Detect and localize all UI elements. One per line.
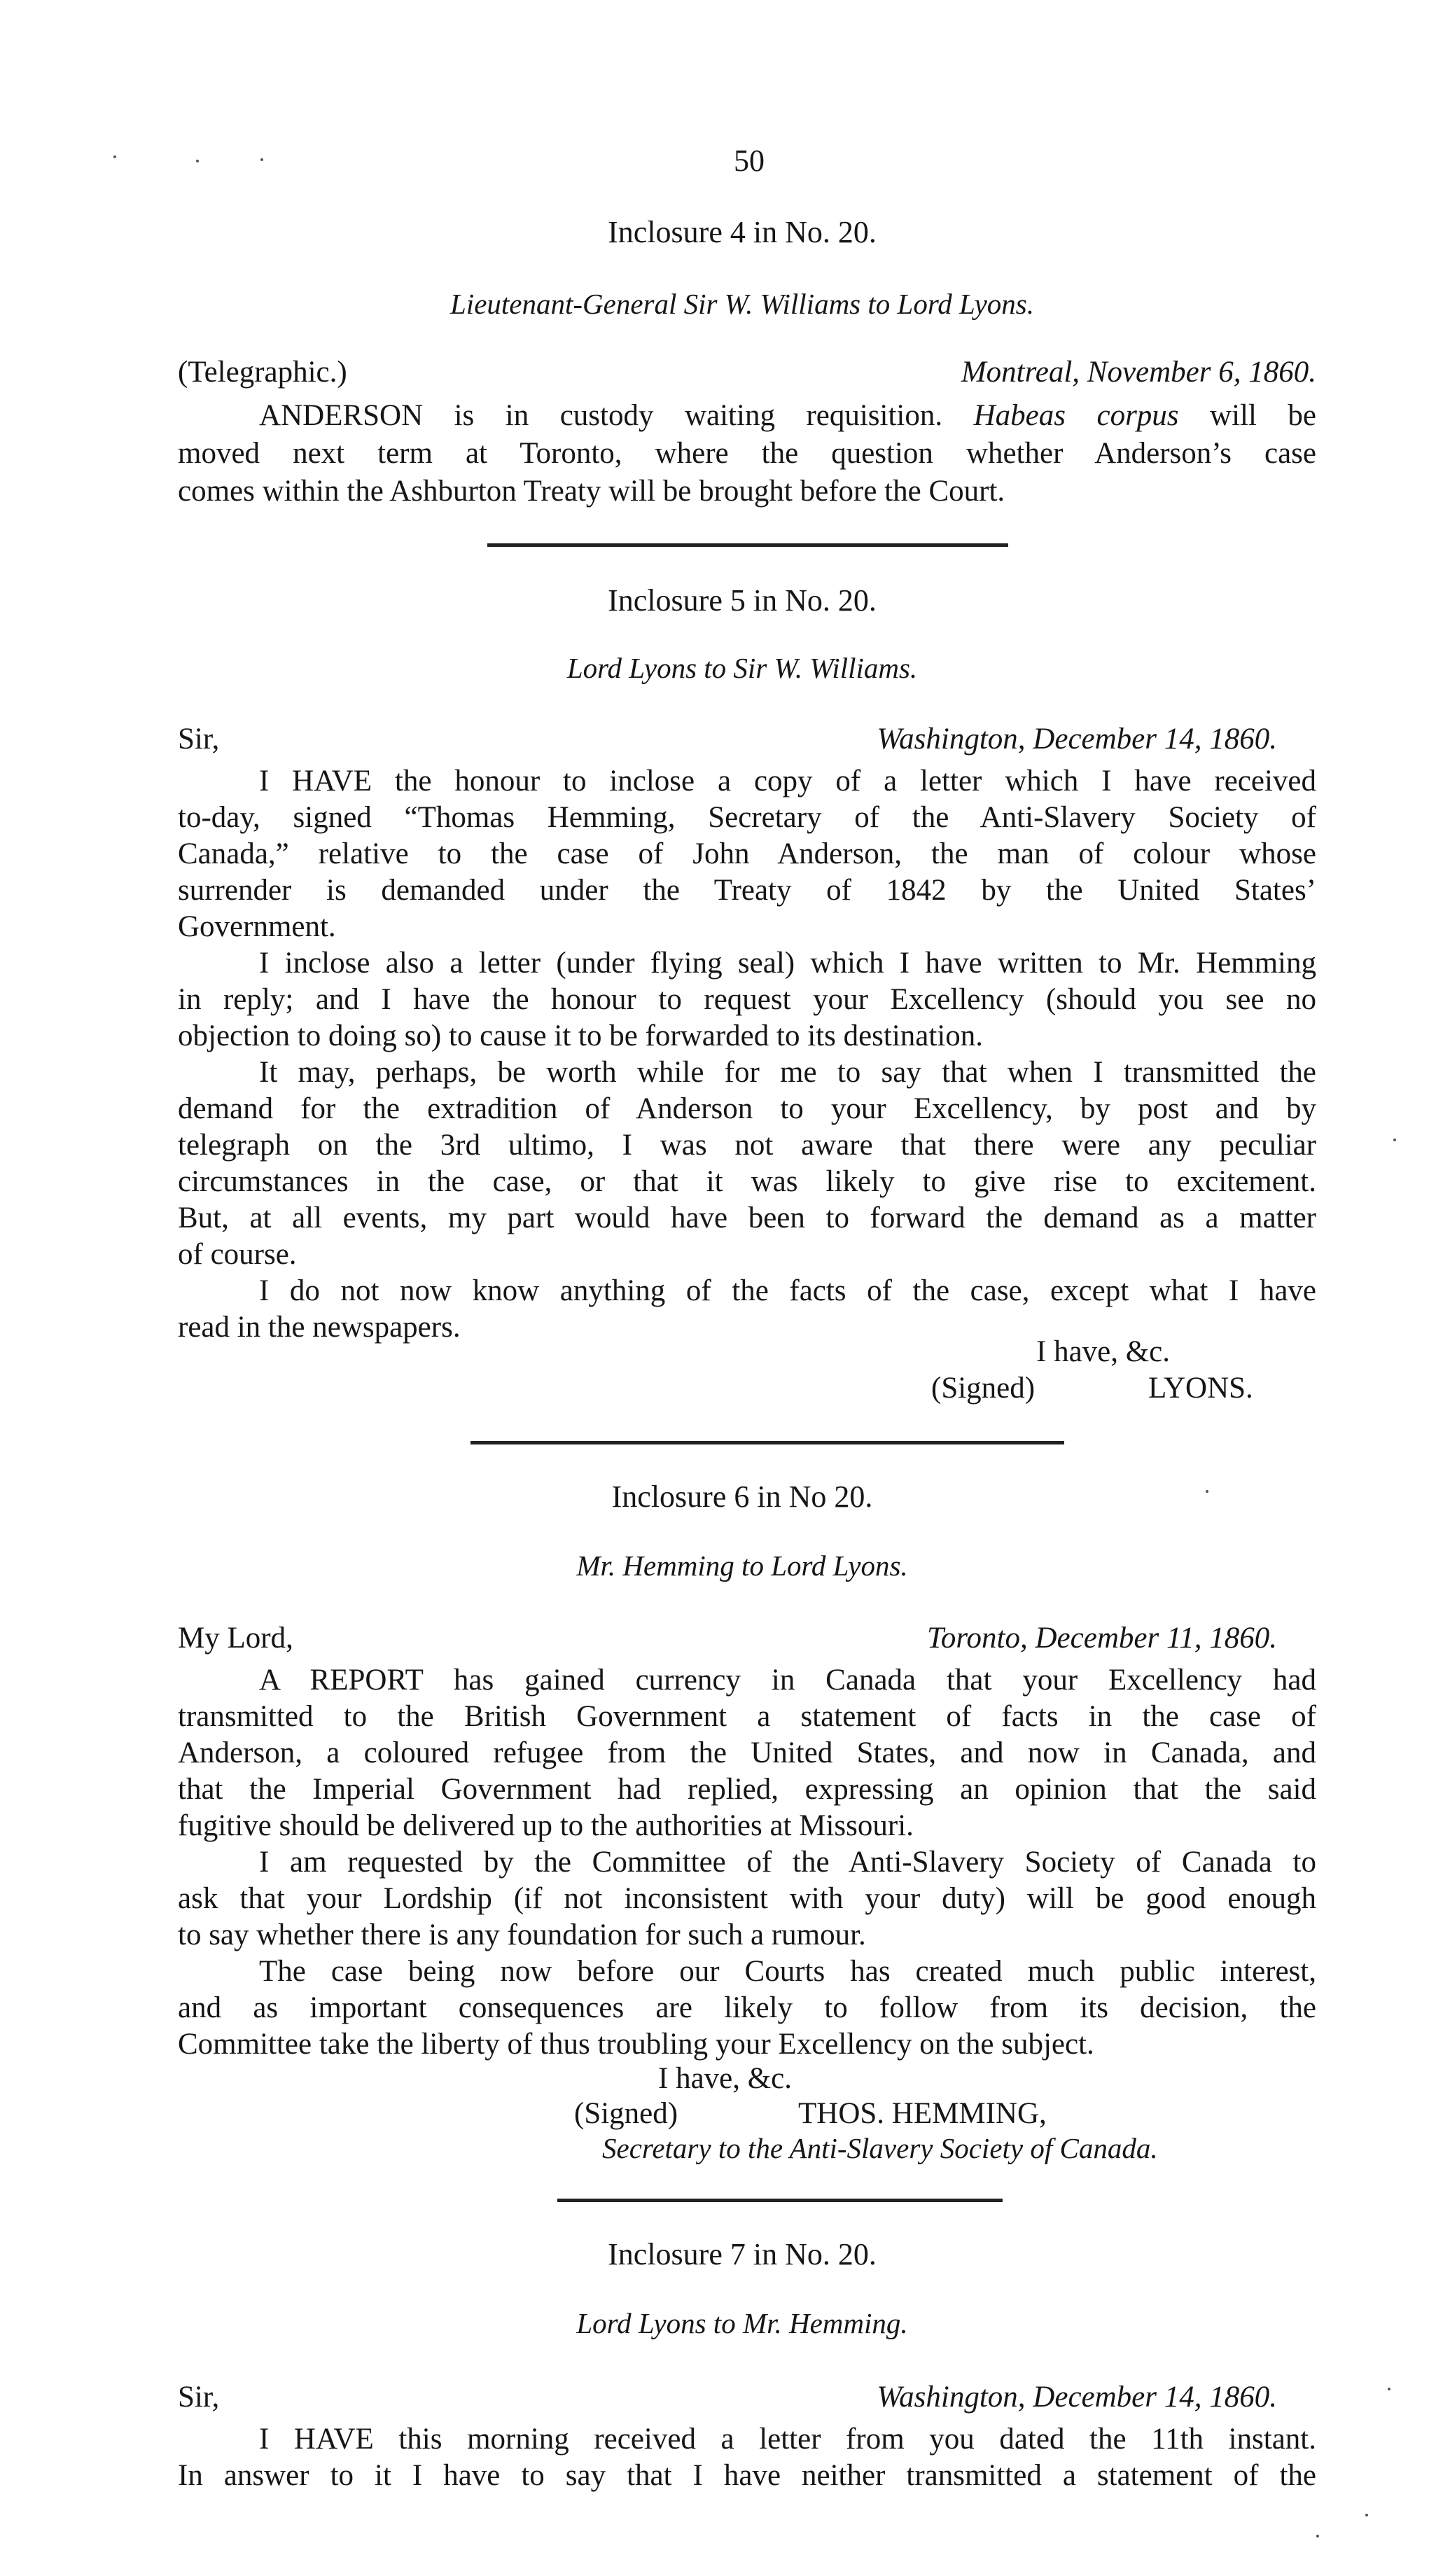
salutation: Sir,: [178, 723, 220, 756]
paragraph-line: read in the newspapers.: [178, 1311, 461, 1344]
paragraph-line: Canada,” relative to the case of John Anderson, the man of colour whose: [178, 837, 1316, 870]
paragraph-line: Anderson, a coloured refugee from the United States, and now in Canada, and: [178, 1736, 1316, 1769]
scan-speck: [113, 155, 116, 158]
paragraph-line: The case being now before our Courts has created much public interest,: [259, 1955, 1316, 1988]
paragraph-line: and as important consequences are likely to follow from its decision, the: [178, 1991, 1316, 2024]
paragraph-line: to-day, signed “Thomas Hemming, Secretary of the Anti-Slavery Society of: [178, 801, 1316, 834]
paragraph-line: I am requested by the Committee of the Anti-Slavery Society of Canada to: [259, 1846, 1316, 1879]
signatory-name: LYONS.: [1148, 1372, 1253, 1405]
paragraph-line: to say whether there is any foundation for such a rumour.: [178, 1919, 866, 1951]
paragraph-line: transmitted to the British Government a statement of facts in the case of: [178, 1700, 1316, 1733]
telegraphic-note: (Telegraphic.): [178, 356, 347, 389]
paragraph-line: I HAVE this morning received a letter from you dated the 11th instant.: [259, 2423, 1316, 2456]
paragraph-line: of course.: [178, 1238, 297, 1271]
paragraph-line: It may, perhaps, be worth while for me to say that when I transmitted the: [259, 1056, 1316, 1089]
section-divider: [470, 1441, 1064, 1444]
scan-speck: [196, 160, 199, 162]
signatory-title: Secretary to the Anti-Slavery Society of Canada.: [602, 2132, 1158, 2164]
paragraph-line: fugitive should be delivered up to the authorities at Missouri.: [178, 1809, 914, 1842]
section-divider: [487, 543, 1008, 547]
inclosure-4-subheading: Lieutenant-General Sir W. Williams to Lord Lyons.: [450, 288, 1034, 320]
paragraph-line: telegraph on the 3rd ultimo, I was not aware that there were any peculiar: [178, 1129, 1316, 1162]
inclosure-7-heading: Inclosure 7 in No. 20.: [608, 2237, 877, 2271]
inclosure-6-heading: Inclosure 6 in No 20.: [611, 1480, 873, 1514]
dateline: Montreal, November 6, 1860.: [961, 356, 1316, 389]
signatory-name: THOS. HEMMING,: [798, 2097, 1047, 2130]
dateline: Washington, December 14, 1860.: [877, 2381, 1277, 2414]
paragraph-line: But, at all events, my part would have been to forward the demand as a matter: [178, 1202, 1316, 1234]
paragraph-line: A REPORT has gained currency in Canada that your Excellency had: [259, 1664, 1316, 1697]
paragraph-line: In answer to it I have to say that I have neither transmitted a statement of the: [178, 2459, 1316, 2492]
paragraph-line: I HAVE the honour to inclose a copy of a letter which I have received: [259, 765, 1316, 798]
inclosure-6-subheading: Mr. Hemming to Lord Lyons.: [576, 1550, 908, 1582]
inclosure-4-heading: Inclosure 4 in No. 20.: [608, 215, 877, 249]
paragraph-line: ANDERSON is in custody waiting requisition. Habeas corpus will be: [259, 399, 1317, 432]
paragraph-line: comes within the Ashburton Treaty will be brought before the Court.: [178, 475, 1005, 508]
closing: I have, &c.: [1036, 1335, 1171, 1368]
paragraph-line: moved next term at Toronto, where the question whether Anderson’s case: [178, 437, 1316, 470]
paragraph-line: I do not now know anything of the facts of the case, except what I have: [259, 1274, 1316, 1307]
inclosure-7-subheading: Lord Lyons to Mr. Hemming.: [576, 2307, 908, 2339]
paragraph-line: Committee take the liberty of thus troubling your Excellency on the subject.: [178, 2028, 1094, 2061]
paragraph-line: objection to doing so) to cause it to be forwarded to its destination.: [178, 1019, 984, 1052]
scan-speck: [1365, 2514, 1368, 2516]
page-number: 50: [734, 144, 765, 178]
paragraph-line: ask that your Lordship (if not inconsistent with your duty) will be good enough: [178, 1882, 1316, 1915]
paragraph-line: surrender is demanded under the Treaty of 1842 by the United States’: [178, 874, 1316, 907]
inclosure-5-heading: Inclosure 5 in No. 20.: [608, 583, 877, 618]
paragraph-line: I inclose also a letter (under flying seal) which I have written to Mr. Hemming: [259, 947, 1316, 980]
scan-speck: [260, 158, 263, 161]
scan-speck: [1393, 1139, 1396, 1141]
dateline: Toronto, December 11, 1860.: [926, 1622, 1277, 1655]
paragraph-line: demand for the extradition of Anderson to your Excellency, by post and by: [178, 1092, 1316, 1125]
scan-speck: [1206, 1490, 1208, 1493]
dateline: Washington, December 14, 1860.: [877, 723, 1277, 756]
paragraph-line: Government.: [178, 910, 336, 943]
paragraph-line: in reply; and I have the honour to request your Excellency (should you see no: [178, 983, 1316, 1016]
inclosure-5-subheading: Lord Lyons to Sir W. Williams.: [566, 652, 918, 684]
paragraph-line: that the Imperial Government had replied, expressing an opinion that the said: [178, 1773, 1316, 1806]
signed-label: (Signed): [574, 2097, 678, 2130]
salutation: My Lord,: [178, 1622, 293, 1655]
scan-speck: [1316, 2535, 1319, 2537]
signed-label: (Signed): [931, 1372, 1036, 1405]
paragraph-line: circumstances in the case, or that it was likely to give rise to excitement.: [178, 1165, 1316, 1198]
section-divider: [557, 2199, 1003, 2202]
scan-speck: [1388, 2388, 1390, 2390]
closing: I have, &c.: [658, 2062, 793, 2095]
salutation: Sir,: [178, 2381, 220, 2414]
